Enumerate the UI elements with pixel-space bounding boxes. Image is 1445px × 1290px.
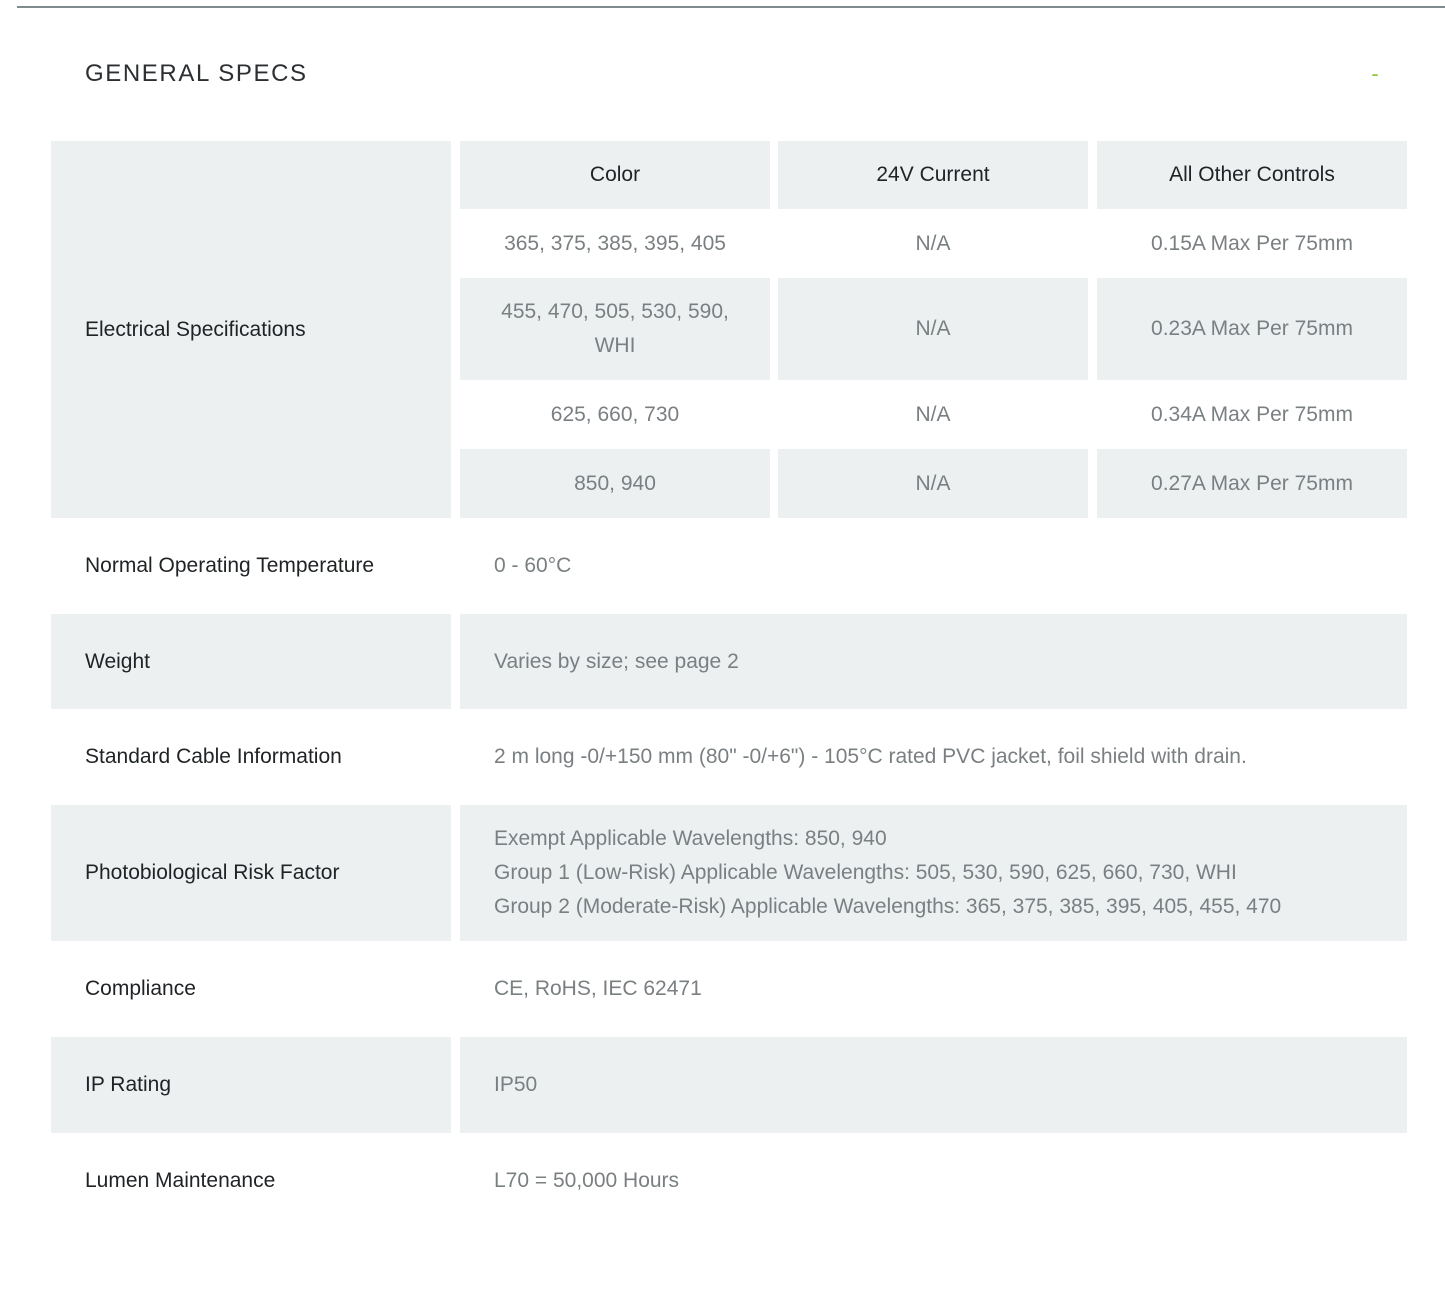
spec-value-ip-rating: IP50 — [460, 1037, 1407, 1133]
spec-label-weight: Weight — [51, 614, 451, 709]
electrical-row-3-24v: N/A — [915, 402, 951, 426]
spec-value-compliance: CE, RoHS, IEC 62471 — [494, 977, 702, 1000]
electrical-label: Electrical Specifications — [85, 317, 306, 341]
spec-value-lumen: L70 = 50,000 Hours — [494, 1169, 680, 1192]
photobiological-line-group2: Group 2 (Moderate-Risk) Applicable Wavelengths: 365, 375, 385, 395, 405, 455, 470 — [494, 895, 1282, 918]
electrical-row-3-color: 625, 660, 730 — [550, 402, 680, 426]
spec-label-temperature: Normal Operating Temperature — [85, 554, 375, 577]
electrical-row-2-color: 455, 470, 505, 530, 590, WHI — [460, 278, 770, 380]
electrical-row-4-24v: N/A — [778, 449, 1088, 518]
header-color: Color — [460, 141, 770, 209]
top-divider — [17, 6, 1445, 8]
header-24v-current: 24V Current — [778, 141, 1088, 209]
spec-label-lumen: Lumen Maintenance — [85, 1169, 276, 1192]
spec-label-photobiological: Photobiological Risk Factor — [51, 805, 451, 941]
electrical-label-cell — [51, 141, 451, 518]
spec-value-photobiological — [460, 805, 1407, 941]
electrical-row-2-other: 0.23A Max Per 75mm — [1097, 278, 1407, 380]
electrical-row-4-color: 850, 940 — [460, 449, 770, 518]
section-title: GENERAL SPECS — [85, 60, 308, 87]
electrical-row-3-other: 0.34A Max Per 75mm — [1151, 402, 1353, 426]
electrical-row-1-color: 365, 375, 385, 395, 405 — [504, 231, 726, 255]
photobiological-line-group1: Group 1 (Low-Risk) Applicable Wavelengths: 505, 530, 590, 625, 660, 730, WHI — [494, 861, 1237, 884]
spec-label-ip-rating: IP Rating — [51, 1037, 451, 1133]
spec-label-cable: Standard Cable Information — [85, 745, 342, 768]
electrical-row-4-other: 0.27A Max Per 75mm — [1097, 449, 1407, 518]
spec-value-cable: 2 m long -0/+150 mm (80" -0/+6") - 105°C rated PVC jacket, foil shield with drain. — [494, 745, 1247, 768]
spec-value-weight: Varies by size; see page 2 — [460, 614, 1407, 709]
header-all-other-controls: All Other Controls — [1097, 141, 1407, 209]
electrical-row-1-24v: N/A — [915, 231, 951, 255]
electrical-row-2-24v: N/A — [778, 278, 1088, 380]
spec-label-compliance: Compliance — [85, 977, 196, 1000]
spec-value-temperature: 0 - 60°C — [494, 554, 572, 577]
collapse-toggle[interactable]: - — [1371, 61, 1379, 86]
photobiological-line-exempt: Exempt Applicable Wavelengths: 850, 940 — [494, 827, 887, 850]
electrical-row-1-other: 0.15A Max Per 75mm — [1151, 231, 1353, 255]
